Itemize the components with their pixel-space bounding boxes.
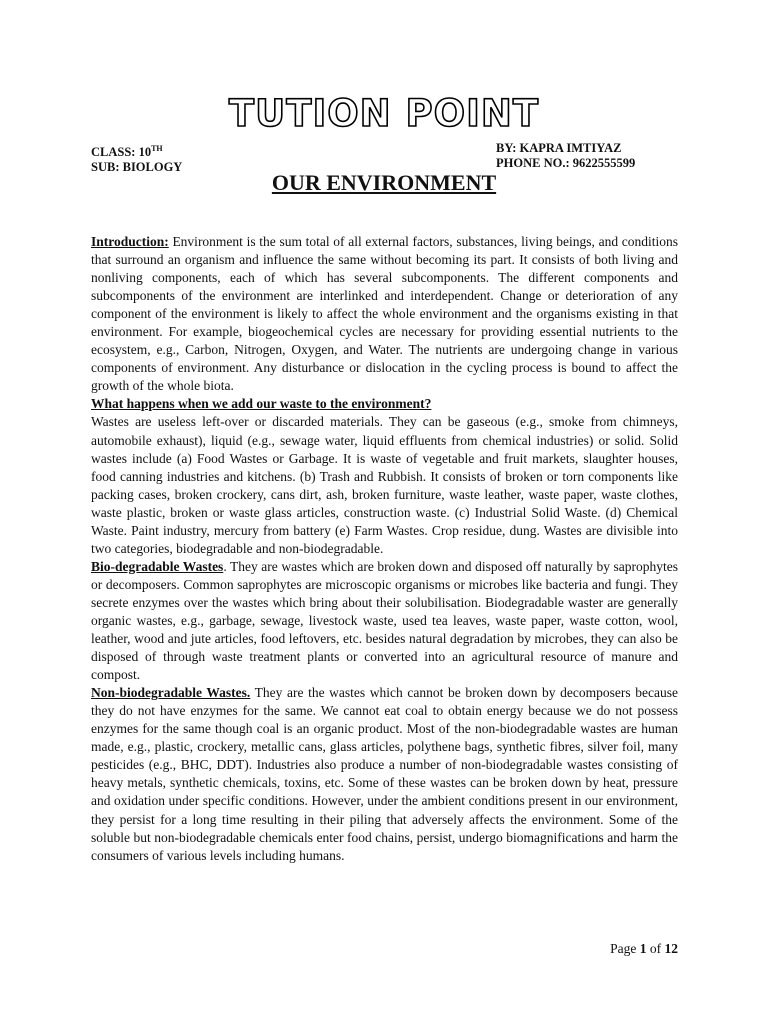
document-title-text: OUR ENVIRONMENT [271,170,497,195]
non-biodegradable-text: They are the wastes which cannot be broken down by decomposers because they do not have enzymes for the same. We cannot eat coal to obtain energy because we do not possess enzymes for the same though coal is an organic product. Most of the non-biodegradable wastes are human made, e.g., plastic, crockery, metallic cans, glass articles, polythene bags, synthetic fibres, silver foil, many pesticides (e.g., BHC, DDT). Industries also produce a number of non-biodegradable wastes consisting of heavy metals, synthetic chemicals, toxins, etc. Some of these wastes can be broken down by heat, pressure and oxidation under specific conditions. However, under the ambient conditions present in our environment, they persist for a long time resulting in their piling that adversely affects the environment. Some of the soluble but non-biodegradable chemicals enter food chains, persist, undergo biomagnifications and harm the consumers of various levels including humans. [91,685,678,863]
biodegradable-paragraph [91,558,678,684]
waste-paragraph: Wastes are useless left-over or discarded materials. They can be gaseous (e.g., smoke from chimneys, automobile exhaust), liquid (e.g., sewage water, liquid effluents from chemical industries) or solid. Solid wastes include (a) Food Wastes or Garbage. It is waste of vegetable and fruit markets, slaughter houses, food canning industries and kitchens. (b) Trash and Rubbish. It consists of broken or torn components like packing cases, broken crockery, cans dirt, ash, broken furniture, waste leather, waste paper, waste clothes, waste plastic, broken or waste glass articles, construction waste. (c) Industrial Solid Waste. (d) Chemical Waste. Paint industry, mercury from battery (e) Farm Wastes. Crop residue, dung. Wastes are divisible into two categories, biodegradable and non-biodegradable. [91,414,678,556]
non-biodegradable-heading: Non-biodegradable Wastes. [91,685,251,701]
intro-paragraph [91,233,678,395]
intro-text: Environment is the sum total of all external factors, substances, living beings, and conditions that surround an organism and influence the same without becoming its part. It consists of both living and nonliving components, each of which has several subcomponents. The different components and subcomponents of the environment are interlinked and interdependent. Change or deterioration of any component of the environment is likely to affect the whole environment and the organisms existing in that environment. For example, biogeochemical cycles are necessary for providing essential nutrients to the ecosystem, e.g., Carbon, Nitrogen, Oxygen, and Water. The nutrients are undergoing change in various components of environment. Any disturbance or dislocation in the cycling process is bound to affect the growth of the whole biota. [91,234,678,394]
subject-line: SUB: BIOLOGY [91,160,183,175]
waste-heading-paragraph [91,395,678,413]
class-line [91,141,182,160]
waste-heading: What happens when we add our waste to the environment? [91,396,432,412]
page-number [560,941,678,957]
document-title [0,170,768,196]
page-of: of [646,941,665,956]
phone-line: PHONE NO.: 9622555599 [496,156,636,170]
non-biodegradable-paragraph [91,684,678,864]
page-current: 1 [639,941,647,956]
document-body [91,233,678,865]
class-label: CLASS: 10 [91,145,152,160]
page-word: Page [610,941,640,956]
page-total: 12 [664,941,678,956]
biodegradable-heading: Bio-degradable Wastes [91,558,224,574]
author-info [496,141,635,171]
brand-title: TUTION POINT [228,92,540,135]
author-line: BY: KAPRA IMTIYAZ [496,141,622,155]
intro-heading: Introduction: [91,234,169,249]
class-superscript: TH [151,144,163,153]
biodegradable-text: . They are wastes which are broken down and disposed off naturally by saprophytes or decomposers. Common saprophytes are microscopic organisms or microbes like bacteria and fungi. They secrete enzymes over the wastes which bring about their solubilisation. Biodegradable waster are generally organic wastes, e.g., garbage, sewage, livestock waste, used tea leaves, waste paper, waste cotton, wool, leather, wood and jute articles, food leftovers, etc. besides natural degradation by microbes, they can also be disposed of through waste treatment plants or converted into an agricultural resource of manure and compost. [91,558,678,683]
